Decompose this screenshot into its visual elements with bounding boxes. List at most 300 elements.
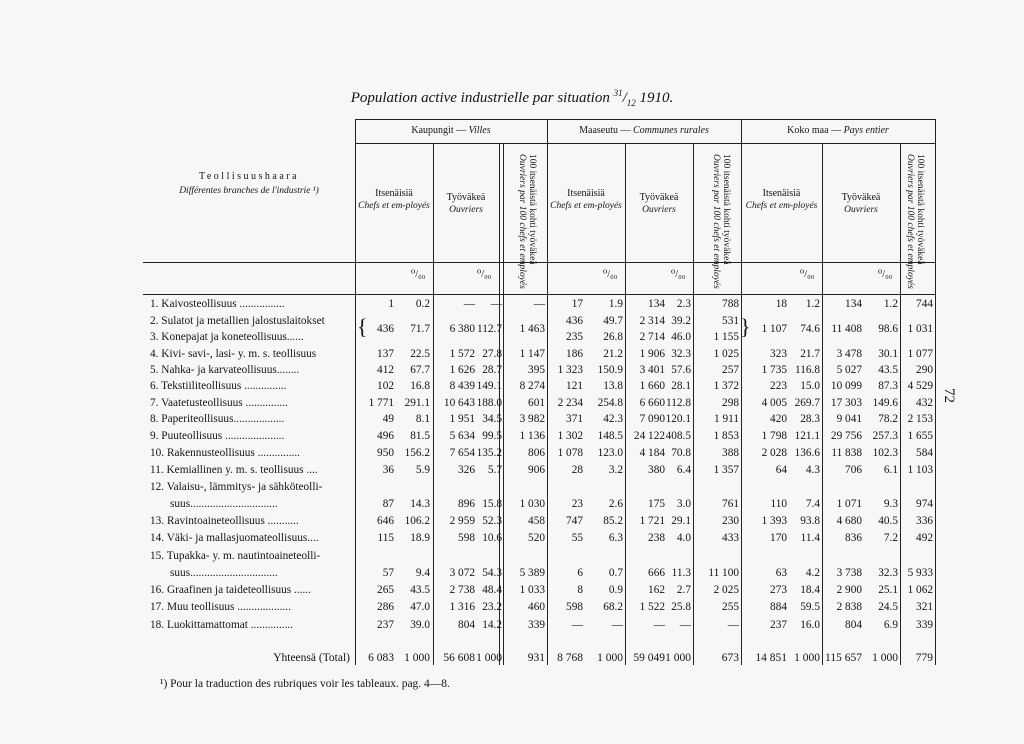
workers-fi: Työväkeä: [841, 192, 881, 203]
ratio-header: [517, 154, 537, 289]
row-rule: [143, 294, 935, 295]
table-cell: 170: [770, 532, 787, 544]
table-cell: 135.2: [476, 447, 502, 459]
column-rule: [625, 143, 626, 665]
group-header: Kaupungit — Villes: [411, 125, 491, 136]
owners-fr: Chefs et em-ployés: [745, 201, 818, 211]
table-cell: 3 982: [519, 413, 545, 425]
title-text: Population active industrielle par situation: [350, 90, 610, 106]
merged-cell: 11 408: [831, 323, 862, 335]
table-cell: 1 853: [713, 430, 739, 442]
table-cell: 29 756: [830, 430, 862, 442]
table-cell: 4.2: [805, 567, 820, 579]
table-cell: 291.1: [404, 397, 430, 409]
table-cell: 298: [722, 397, 739, 409]
table-cell: 1 033: [519, 584, 545, 596]
owners-header: [355, 188, 433, 212]
branch-header-fr: Différentes branches de l'industrie ¹): [179, 186, 319, 196]
table-cell: 436: [566, 315, 583, 327]
group-name-fr: Pays entier: [843, 125, 889, 136]
owners-header: [741, 188, 822, 212]
row-label: 5. Nahka- ja karvateollisuus........: [150, 364, 300, 376]
table-cell: 1 030: [519, 498, 545, 510]
table-cell: 6.3: [608, 532, 623, 544]
ratio-fi: 100 itsenäistä kohti työväkeä: [527, 154, 537, 265]
row-label: 13. Ravintoaineteollisuus ...........: [150, 515, 299, 527]
table-cell: 43.5: [878, 364, 898, 376]
table-cell: 598: [566, 601, 583, 613]
table-cell: 11 100: [708, 567, 739, 579]
permille-unit: ⁰/₀₀: [477, 269, 492, 280]
table-cell: 59.5: [800, 601, 820, 613]
table-cell: 747: [566, 515, 583, 527]
table-cell: 646: [377, 515, 394, 527]
table-cell: 237: [770, 619, 787, 631]
table-cell: 265: [377, 584, 394, 596]
table-cell: 186: [566, 348, 583, 360]
table-cell: 2 234: [557, 397, 583, 409]
table-cell: 1 906: [639, 348, 665, 360]
table-cell: 28: [571, 464, 583, 476]
table-cell: 57.6: [671, 364, 691, 376]
row-label: 3. Konepajat ja koneteollisuus......: [150, 331, 304, 343]
column-rule: [693, 143, 694, 665]
merged-cell: 436: [377, 323, 394, 335]
table-cell: 1 147: [519, 348, 545, 360]
table-cell: 121.1: [794, 430, 820, 442]
owners-fi: Itsenäisiä: [375, 188, 413, 199]
owners-header: [547, 188, 625, 212]
row-label: 2. Sulatot ja metallien jalostuslaitokset: [150, 315, 325, 327]
table-cell: 5 389: [519, 567, 545, 579]
merged-cell: 112.7: [477, 323, 502, 335]
table-cell: 336: [916, 515, 933, 527]
table-cell: 11.3: [671, 567, 691, 579]
table-cell: 47.0: [410, 601, 430, 613]
table-cell: 3 478: [836, 348, 862, 360]
table-cell: 1 323: [557, 364, 583, 376]
ratio-fr: Ouvriers par 100 chefs et employés: [711, 154, 721, 289]
table-cell: 273: [770, 584, 787, 596]
table-cell: 974: [916, 498, 933, 510]
table-cell: 896: [458, 498, 475, 510]
table-cell: 16.0: [800, 619, 820, 631]
table-cell: 2 153: [907, 413, 933, 425]
column-rule: [822, 143, 823, 665]
row-label: 6. Tekstiiliteollisuus ...............: [150, 380, 287, 392]
total-cell: 779: [915, 652, 933, 664]
table-cell: 11 838: [831, 447, 862, 459]
group-name-fi: Maaseutu: [579, 125, 619, 136]
table-cell: 744: [916, 298, 933, 310]
table-cell: 54.3: [482, 567, 502, 579]
table-cell: 1.2: [805, 298, 820, 310]
table-cell: 2.6: [608, 498, 623, 510]
table-cell: 804: [845, 619, 862, 631]
table-cell: 788: [722, 298, 739, 310]
page-title: Population active industrielle par situation $^{31}/_{12}$ 1910.: [350, 88, 674, 108]
table-cell: 99.5: [482, 430, 502, 442]
table-cell: 121: [566, 380, 583, 392]
table-cell: 326: [458, 464, 475, 476]
table-cell: 136.6: [794, 447, 820, 459]
table-cell: 2.3: [676, 298, 691, 310]
table-cell: 1 771: [368, 397, 394, 409]
total-cell: 56 608: [443, 652, 475, 664]
table-cell: 388: [722, 447, 739, 459]
title-date-month: 12: [626, 98, 636, 108]
table-cell: 230: [722, 515, 739, 527]
table-cell: 137: [377, 348, 394, 360]
workers-header: [433, 192, 499, 216]
table-cell: 4.3: [805, 464, 820, 476]
table-cell: 40.5: [878, 515, 898, 527]
table-cell: 598: [458, 532, 475, 544]
table-cell: 134: [845, 298, 862, 310]
table-cell: 4 529: [907, 380, 933, 392]
row-label: 8. Paperiteollisuus..................: [150, 413, 285, 425]
ratio-fi: 100 itsenäistä kohti työväkeä: [721, 154, 731, 265]
row-label: 17. Muu teollisuus ...................: [150, 601, 291, 613]
total-cell: 1 000: [665, 652, 691, 664]
table-cell: 162: [648, 584, 665, 596]
row-label: 15. Tupakka- y. m. nautintoaineteolli-: [150, 550, 321, 562]
row-label: 9. Puuteollisuus .....................: [150, 430, 285, 442]
table-cell: 21.7: [800, 348, 820, 360]
table-cell: 110: [770, 498, 787, 510]
table-cell: 63: [775, 567, 787, 579]
table-cell: 29.1: [671, 515, 691, 527]
table-cell: 2 025: [713, 584, 739, 596]
table-cell: 10 643: [443, 397, 475, 409]
table-cell: 4 005: [761, 397, 787, 409]
permille-unit: ⁰/₀₀: [878, 269, 893, 280]
table-cell: 3 401: [639, 364, 665, 376]
table-cell: 950: [377, 447, 394, 459]
table-cell: 0.9: [608, 584, 623, 596]
table-cell: 339: [916, 619, 933, 631]
total-label: Yhteensä (Total): [273, 652, 350, 664]
table-cell: 286: [377, 601, 394, 613]
table-cell: 380: [648, 464, 665, 476]
table-cell: 6.1: [883, 464, 898, 476]
group-header: Maaseutu — Communes rurales: [579, 125, 709, 136]
brace: }: [740, 314, 751, 339]
table-cell: 23: [571, 498, 583, 510]
table-cell: 49: [382, 413, 394, 425]
table-cell: 1 798: [761, 430, 787, 442]
table-cell: 836: [845, 532, 862, 544]
table-cell: 26.8: [603, 331, 623, 343]
workers-header: [625, 192, 693, 216]
workers-header: [822, 192, 900, 216]
total-cell: 1 000: [476, 652, 502, 664]
total-cell: 673: [721, 652, 739, 664]
table-cell: 237: [377, 619, 394, 631]
row-label: suus...............................: [170, 498, 278, 510]
table-cell: 1 951: [449, 413, 475, 425]
table-cell: 5 634: [449, 430, 475, 442]
table-cell: 1 626: [449, 364, 475, 376]
table-cell: 87.3: [878, 380, 898, 392]
table-cell: 9 041: [836, 413, 862, 425]
table-cell: 601: [528, 397, 545, 409]
table-cell: 496: [377, 430, 394, 442]
table-cell: 8: [577, 584, 583, 596]
table-cell: 18: [775, 298, 787, 310]
table-cell: 17: [571, 298, 583, 310]
merged-cell: 71.7: [410, 323, 430, 335]
permille-unit: ⁰/₀₀: [603, 269, 618, 280]
group-name-fi: Koko maa: [787, 125, 829, 136]
column-rule: [900, 143, 901, 665]
table-cell: 156.2: [404, 447, 430, 459]
table-cell: 36: [382, 464, 394, 476]
ratio-fr: Ouvriers par 100 chefs et employés: [905, 154, 915, 289]
title-date-day: 31: [613, 88, 623, 98]
table-cell: 1.2: [883, 298, 898, 310]
table-cell: 30.1: [878, 348, 898, 360]
table-cell: 34.5: [482, 413, 502, 425]
table-cell: 17 303: [830, 397, 862, 409]
total-cell: 14 851: [755, 652, 787, 664]
table-cell: 1 393: [761, 515, 787, 527]
total-cell: 931: [527, 652, 545, 664]
table-cell: 395: [528, 364, 545, 376]
total-cell: 1 000: [404, 652, 430, 664]
table-cell: 1 911: [714, 413, 739, 425]
group-name-fr: Villes: [468, 125, 491, 136]
table-cell: 8 274: [519, 380, 545, 392]
table-cell: 175: [648, 498, 665, 510]
table-cell: 666: [648, 567, 665, 579]
table-cell: 420: [770, 413, 787, 425]
table-cell: 70.8: [671, 447, 691, 459]
table-cell: 254.8: [597, 397, 623, 409]
table-cell: 3 072: [449, 567, 475, 579]
table-cell: 2.7: [676, 584, 691, 596]
table-cell: 149.6: [872, 397, 898, 409]
workers-fr: Ouvriers: [844, 205, 878, 215]
table-cell: 120.1: [665, 413, 691, 425]
row-label: 14. Väki- ja mallasjuomateollisuus....: [150, 532, 319, 544]
table-cell: 2 714: [639, 331, 665, 343]
table-cell: 52.3: [482, 515, 502, 527]
table-cell: 531: [722, 315, 739, 327]
table-cell: 1 155: [713, 331, 739, 343]
table-cell: —: [611, 619, 623, 631]
row-rule: [143, 262, 935, 263]
table-cell: 371: [566, 413, 583, 425]
table-cell: 24 122: [633, 430, 665, 442]
ratio-header: [905, 154, 925, 289]
table-cell: 9.4: [415, 567, 430, 579]
table-cell: 15.0: [800, 380, 820, 392]
table-cell: 1 372: [713, 380, 739, 392]
column-rule: [433, 143, 434, 665]
table-cell: 321: [916, 601, 933, 613]
table-cell: 269.7: [794, 397, 820, 409]
table-cell: 102.3: [872, 447, 898, 459]
row-label: 7. Vaatetusteollisuus ...............: [150, 397, 288, 409]
table-cell: 257.3: [872, 430, 898, 442]
table-cell: 1 136: [519, 430, 545, 442]
table-cell: 323: [770, 348, 787, 360]
table-cell: 10 099: [830, 380, 862, 392]
total-cell: 6 083: [368, 652, 394, 664]
table-cell: 28.3: [800, 413, 820, 425]
page-number: 72: [941, 388, 957, 403]
table-cell: 1 062: [907, 584, 933, 596]
total-cell: 8 768: [557, 652, 583, 664]
branch-header: [143, 170, 355, 198]
row-label: 12. Valaisu-, lämmitys- ja sähköteolli-: [150, 481, 323, 493]
permille-unit: ⁰/₀₀: [800, 269, 815, 280]
table-cell: 149.1: [476, 380, 502, 392]
row-label: 16. Graafinen ja taideteollisuus ......: [150, 584, 311, 596]
branch-header-fi: Teollisuushaara: [198, 171, 300, 182]
table-cell: 408.5: [665, 430, 691, 442]
table-cell: 6: [577, 567, 583, 579]
table-cell: 28.1: [671, 380, 691, 392]
table-cell: 5 027: [836, 364, 862, 376]
table-cell: 2 900: [836, 584, 862, 596]
workers-fi: Työväkeä: [639, 192, 679, 203]
table-cell: 67.7: [410, 364, 430, 376]
table-cell: 64: [775, 464, 787, 476]
table-cell: 492: [916, 532, 933, 544]
table-cell: 81.5: [410, 430, 430, 442]
table-cell: —: [727, 619, 739, 631]
table-cell: 7.2: [883, 532, 898, 544]
merged-cell: 1 031: [907, 323, 933, 335]
permille-unit: ⁰/₀₀: [671, 269, 686, 280]
table-cell: 1 655: [907, 430, 933, 442]
table-cell: 55: [571, 532, 583, 544]
table-cell: 123.0: [597, 447, 623, 459]
permille-unit: ⁰/₀₀: [411, 269, 426, 280]
table-cell: 21.2: [603, 348, 623, 360]
table-cell: 458: [528, 515, 545, 527]
row-rule: [355, 143, 935, 144]
owners-fi: Itsenäisiä: [762, 188, 801, 199]
table-cell: 16.8: [410, 380, 430, 392]
ratio-fi: 100 itsenäistä kohti työväkeä: [915, 154, 925, 265]
footnote: ¹) Pour la traduction des rubriques voir les tableaux. pag. 4—8.: [160, 678, 450, 690]
table-cell: 57: [382, 567, 394, 579]
table-cell: 1 103: [907, 464, 933, 476]
table-cell: 5 933: [907, 567, 933, 579]
table-cell: 0.2: [415, 298, 430, 310]
table-cell: 87: [382, 498, 394, 510]
table-cell: 48.4: [482, 584, 502, 596]
table-cell: 4.0: [676, 532, 691, 544]
row-label: 4. Kivi- savi-, lasi- y. m. s. teollisuus: [150, 348, 317, 360]
table-cell: 520: [528, 532, 545, 544]
group-name-fi: Kaupungit: [411, 125, 454, 136]
row-label: 1. Kaivosteollisuus ................: [150, 298, 285, 310]
table-cell: 339: [528, 619, 545, 631]
title-year: 1910.: [639, 90, 674, 106]
table-cell: 7.4: [805, 498, 820, 510]
table-cell: 32.3: [878, 567, 898, 579]
table-cell: 3 738: [836, 567, 862, 579]
table-cell: 1 721: [639, 515, 665, 527]
table-cell: 2 738: [449, 584, 475, 596]
table-cell: 1.9: [608, 298, 623, 310]
table-cell: 4 680: [836, 515, 862, 527]
table-cell: 13.8: [603, 380, 623, 392]
table-cell: 3.0: [676, 498, 691, 510]
table-cell: 42.3: [603, 413, 623, 425]
table-cell: 7 090: [639, 413, 665, 425]
owners-fr: Chefs et em-ployés: [550, 201, 622, 211]
table-cell: 1 660: [639, 380, 665, 392]
table-cell: 49.7: [603, 315, 623, 327]
table-cell: 46.0: [671, 331, 691, 343]
merged-cell: 74.6: [800, 323, 820, 335]
total-cell: 1 000: [597, 652, 623, 664]
table-cell: 28.7: [482, 364, 502, 376]
table-cell: 18.4: [800, 584, 820, 596]
table-cell: 1 735: [761, 364, 787, 376]
workers-fr: Ouvriers: [642, 205, 676, 215]
table-cell: 188.0: [476, 397, 502, 409]
table-cell: 5.9: [415, 464, 430, 476]
table-cell: 6.4: [676, 464, 691, 476]
table-cell: 116.8: [795, 364, 820, 376]
table-cell: 102: [377, 380, 394, 392]
table-cell: 884: [770, 601, 787, 613]
table-cell: 806: [528, 447, 545, 459]
table-cell: 7 654: [449, 447, 475, 459]
table-cell: 1 077: [907, 348, 933, 360]
table-cell: 5.7: [487, 464, 502, 476]
total-cell: 1 000: [794, 652, 820, 664]
table-cell: 1 302: [557, 430, 583, 442]
table-cell: 93.8: [800, 515, 820, 527]
table-cell: 23.2: [482, 601, 502, 613]
table-cell: 78.2: [878, 413, 898, 425]
ratio-fr: Ouvriers par 100 chefs et employés: [517, 154, 527, 289]
table-cell: —: [679, 619, 691, 631]
table-cell: 150.9: [597, 364, 623, 376]
table-cell: 112.8: [666, 397, 691, 409]
column-rule: [935, 119, 936, 665]
group-header: Koko maa — Pays entier: [787, 125, 889, 136]
table-cell: 68.2: [603, 601, 623, 613]
table-cell: 2 838: [836, 601, 862, 613]
table-cell: 43.5: [410, 584, 430, 596]
group-name-fr: Communes rurales: [633, 125, 709, 136]
table-cell: 257: [722, 364, 739, 376]
table-cell: 39.2: [671, 315, 691, 327]
table-cell: 3.2: [608, 464, 623, 476]
table-cell: 2 959: [449, 515, 475, 527]
table-cell: 433: [722, 532, 739, 544]
row-label: 10. Rakennusteollisuus ...............: [150, 447, 300, 459]
workers-fr: Ouvriers: [449, 205, 483, 215]
table-cell: 460: [528, 601, 545, 613]
table-cell: 18.9: [410, 532, 430, 544]
table-cell: 2 028: [761, 447, 787, 459]
table-cell: 235: [566, 331, 583, 343]
table-cell: 14.3: [410, 498, 430, 510]
table-cell: 25.1: [878, 584, 898, 596]
table-cell: 804: [458, 619, 475, 631]
table-cell: —: [533, 298, 545, 310]
merged-cell: 98.6: [878, 323, 898, 335]
